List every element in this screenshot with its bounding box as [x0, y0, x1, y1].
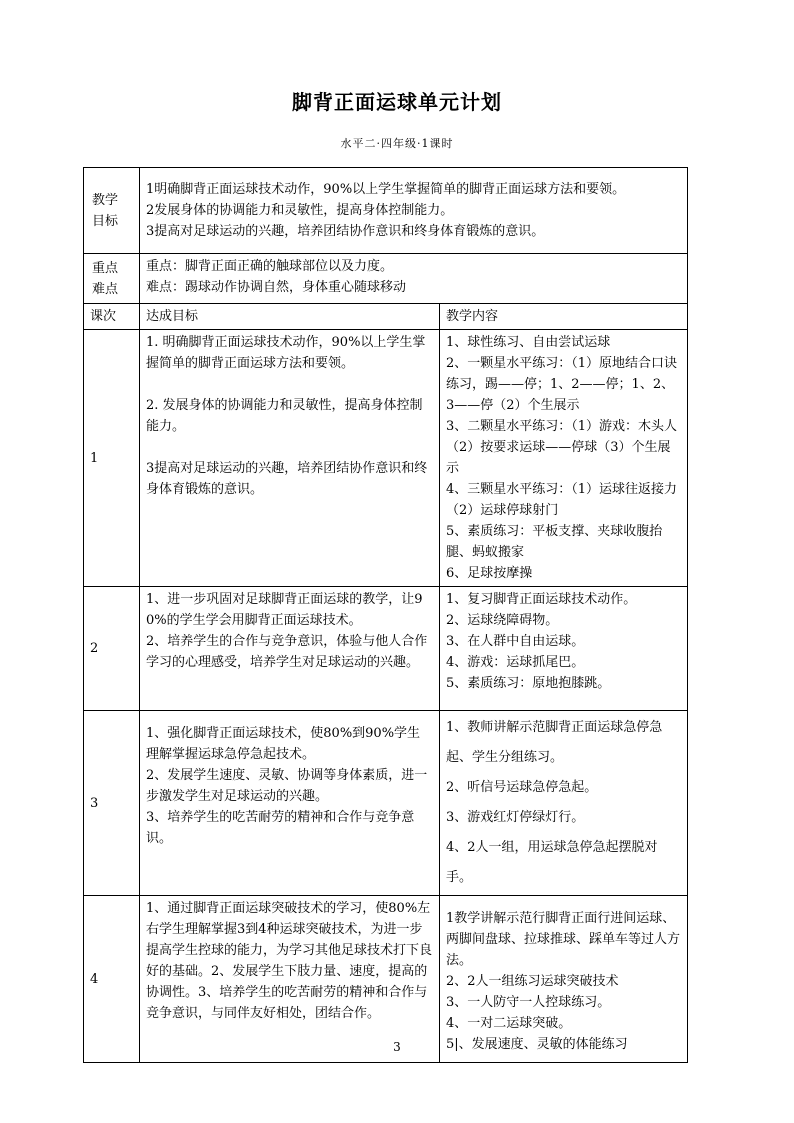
- goals-item: 3提高对足球运动的兴趣，培养团结协作意识和终身体育锻炼的意识。: [146, 224, 545, 239]
- lesson-goal: 1、进一步巩固对足球脚背正面运球的教学，让90%的学生学会用脚背正面运球技术。 2、培养学生的合作与竞争意识，体验与他人合作学习的心理感受，培养学生对足球运动的兴趣。: [140, 587, 440, 711]
- document-subtitle: 水平二·四年级·1课时: [340, 137, 454, 150]
- table-row: [84, 330, 688, 587]
- header-content: 教学内容: [440, 304, 688, 330]
- header-goal: 达成目标: [140, 304, 440, 330]
- lesson-content: 1、球性练习、自由尝试运球 2、一颗星水平练习：（1）原地结合口诀练习，踢——停；1、2——停；1、2、3——停（2）个生展示 3、二颗星水平练习：（1）游戏：木头人（2）按要求运球——停球（3）个生展示 4、三颗星水平练习：（1）运球往返接力（2）运球停球射门 5、素质练习：平板支撑、夹球收腹抬腿、蚂蚁搬家 6、足球按摩操: [440, 330, 688, 587]
- lesson-number: 4: [84, 896, 140, 1063]
- table-header-row: [84, 304, 688, 330]
- document-title: 脚背正面运球单元计划: [292, 90, 502, 114]
- lesson-goal: 1. 明确脚背正面运球技术动作，90%以上学生掌握简单的脚背正面运球方法和要领。 2. 发展身体的协调能力和灵敏性，提高身体控制能力。 3提高对足球运动的兴趣，培养团结协作意识和终身体育锻炼的意识。: [140, 330, 440, 587]
- key-points-row: [84, 254, 688, 304]
- goals-label: 教学 目标: [84, 168, 140, 254]
- lesson-number: 2: [84, 587, 140, 711]
- table-row: [84, 896, 688, 1063]
- header-lesson: 课次: [84, 304, 140, 330]
- goals-item: 1明确脚背正面运球技术动作，90%以上学生掌握简单的脚背正面运球方法和要领。: [146, 182, 626, 197]
- unit-plan-table: [83, 167, 688, 1063]
- goals-content: [140, 168, 688, 254]
- table-row: [84, 711, 688, 896]
- table-row: [84, 587, 688, 711]
- key-point-item: 重点：脚背正面正确的触球部位以及力度。: [146, 259, 394, 274]
- lesson-number: 3: [84, 711, 140, 896]
- key-point-item: 难点：踢球动作协调自然，身体重心随球移动: [146, 280, 407, 295]
- lesson-number: 1: [84, 330, 140, 587]
- lesson-goal: 1、通过脚背正面运球突破技术的学习，使80%左右学生理解掌握3到4种运球突破技术，为进一步提高学生控球的能力，为学习其他足球技术打下良好的基础。2、发展学生下肢力量、速度，提高的协调性。3、培养学生的吃苦耐劳的精神和合作与竞争意识，与同伴友好相处，团结合作。: [140, 896, 440, 1063]
- key-points-content: [140, 254, 688, 304]
- lesson-content: 1、复习脚背正面运球技术动作。 2、运球绕障碍物。 3、在人群中自由运球。 4、游戏：运球抓尾巴。 5、素质练习：原地抱膝跳。: [440, 587, 688, 711]
- goals-item: 2发展身体的协调能力和灵敏性，提高身体控制能力。: [146, 203, 454, 218]
- lesson-goal: 1、强化脚背正面运球技术，使80%到90%学生理解掌握运球急停急起技术。 2、发展学生速度、灵敏、协调等身体素质，进一步激发学生对足球运动的兴趣。 3、培养学生的吃苦耐劳的精神和合作与竞争意识。: [140, 711, 440, 896]
- lesson-content: 1教学讲解示范行脚背正面行进间运球、两脚间盘球、拉球推球、踩单车等过人方法。 2、2人一组练习运球突破技术 3、一人防守一人控球练习。 4、一对二运球突破。 5|、发展速度、灵敏的体能练习: [440, 896, 688, 1063]
- lesson-content: 1、教师讲解示范脚背正面运球急停急起、学生分组练习。 2、听信号运球急停急起。 3、游戏红灯停绿灯行。 4、2人一组，用运球急停急起摆脱对手。: [440, 711, 688, 896]
- goals-row: [84, 168, 688, 254]
- page-number: 3: [393, 1040, 401, 1054]
- key-points-label: 重点 难点: [84, 254, 140, 304]
